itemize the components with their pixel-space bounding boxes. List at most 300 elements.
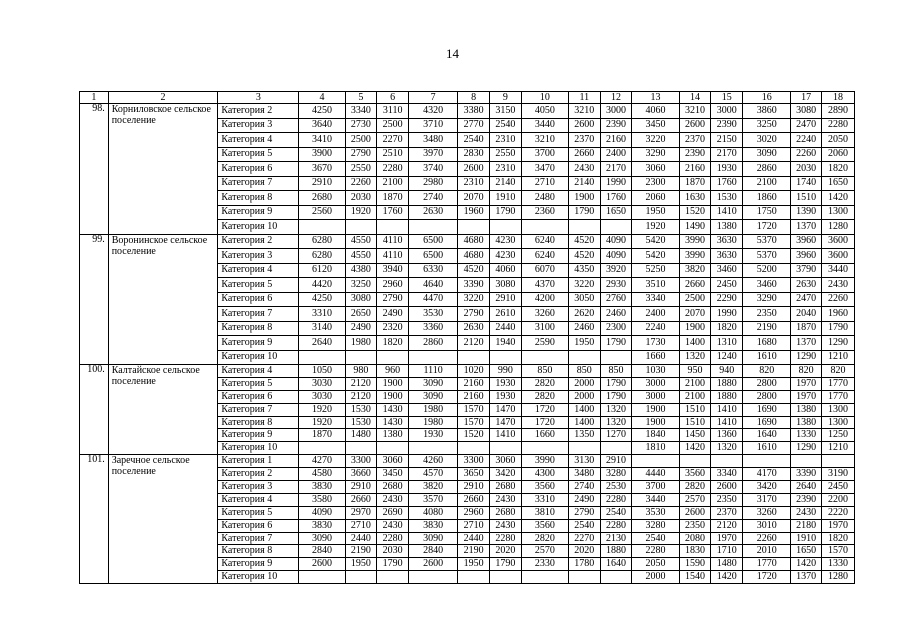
value-cell: 2630 [791, 278, 822, 293]
value-cell: 3990 [679, 234, 711, 249]
value-cell: 1050 [299, 365, 345, 378]
value-cell: 5250 [632, 263, 679, 278]
value-cell: 3700 [632, 481, 679, 494]
value-cell: 2570 [521, 545, 568, 558]
value-cell: 2540 [632, 532, 679, 545]
value-cell: 4230 [490, 249, 522, 264]
value-cell: 2300 [632, 176, 679, 191]
value-cell: 1880 [711, 390, 743, 403]
value-cell: 2770 [458, 118, 490, 133]
value-cell: 4060 [490, 263, 522, 278]
value-cell: 3020 [743, 133, 791, 148]
value-cell: 3390 [458, 278, 490, 293]
value-cell: 5420 [632, 249, 679, 264]
value-cell: 1790 [600, 336, 632, 351]
value-cell: 1450 [679, 429, 711, 442]
value-cell: 6240 [521, 234, 568, 249]
value-cell: 3580 [299, 493, 345, 506]
value-cell: 940 [711, 365, 743, 378]
value-cell: 1380 [791, 416, 822, 429]
value-cell: 2500 [377, 118, 409, 133]
category-cell: Категория 10 [218, 220, 299, 235]
value-cell: 820 [822, 365, 855, 378]
value-cell: 3440 [632, 493, 679, 506]
value-cell: 2280 [490, 532, 522, 545]
value-cell: 2120 [345, 390, 377, 403]
value-cell: 3470 [521, 162, 568, 177]
value-cell: 1930 [490, 390, 522, 403]
value-cell [521, 442, 568, 455]
value-cell: 1650 [822, 176, 855, 191]
value-cell: 2890 [822, 104, 855, 119]
category-cell: Категория 10 [218, 442, 299, 455]
value-cell: 2020 [490, 545, 522, 558]
value-cell: 2500 [345, 133, 377, 148]
value-cell: 1720 [521, 416, 568, 429]
value-cell: 2600 [409, 558, 458, 571]
value-cell: 2440 [458, 532, 490, 545]
value-cell: 2350 [743, 307, 791, 322]
value-cell: 2590 [521, 336, 568, 351]
value-cell: 3150 [490, 104, 522, 119]
value-cell [409, 571, 458, 584]
category-cell: Категория 4 [218, 365, 299, 378]
value-cell: 3830 [299, 481, 345, 494]
value-cell [490, 220, 522, 235]
value-cell: 4370 [521, 278, 568, 293]
value-cell: 3100 [521, 321, 568, 336]
value-cell: 4110 [377, 249, 409, 264]
value-cell: 1780 [568, 558, 600, 571]
value-cell: 3080 [490, 278, 522, 293]
value-cell: 2620 [568, 307, 600, 322]
value-cell: 2540 [490, 118, 522, 133]
value-cell [299, 220, 345, 235]
value-cell: 2260 [345, 176, 377, 191]
value-cell: 2170 [711, 147, 743, 162]
value-cell: 990 [490, 365, 522, 378]
value-cell: 3170 [743, 493, 791, 506]
settlement-block [80, 455, 855, 584]
column-header: 18 [822, 92, 855, 104]
value-cell: 2760 [600, 292, 632, 307]
value-cell: 1790 [600, 377, 632, 390]
value-cell: 2260 [791, 147, 822, 162]
value-cell: 1510 [679, 416, 711, 429]
value-cell: 1570 [458, 403, 490, 416]
category-cell: Категория 8 [218, 321, 299, 336]
value-cell: 4050 [521, 104, 568, 119]
value-cell: 1570 [458, 416, 490, 429]
category-cell: Категория 5 [218, 147, 299, 162]
column-header: 2 [108, 92, 218, 104]
column-header: 17 [791, 92, 822, 104]
value-cell: 2220 [822, 506, 855, 519]
value-cell: 3310 [521, 493, 568, 506]
category-cell: Категория 5 [218, 377, 299, 390]
value-cell: 2050 [632, 558, 679, 571]
value-cell: 3810 [521, 506, 568, 519]
value-cell: 960 [377, 365, 409, 378]
category-cell: Категория 8 [218, 545, 299, 558]
value-cell: 2140 [568, 176, 600, 191]
value-cell: 3710 [409, 118, 458, 133]
value-cell: 3090 [409, 390, 458, 403]
value-cell: 3820 [679, 263, 711, 278]
value-cell: 1240 [711, 350, 743, 365]
value-cell: 3300 [458, 455, 490, 468]
value-cell: 1300 [822, 416, 855, 429]
value-cell: 3830 [299, 519, 345, 532]
value-cell: 1950 [458, 558, 490, 571]
category-cell: Категория 4 [218, 263, 299, 278]
value-cell: 4250 [299, 292, 345, 307]
value-cell: 2540 [568, 519, 600, 532]
value-cell: 2100 [377, 176, 409, 191]
value-cell: 1950 [632, 205, 679, 220]
value-cell [521, 220, 568, 235]
value-cell: 2430 [822, 278, 855, 293]
value-cell: 2460 [600, 307, 632, 322]
value-cell: 1760 [711, 176, 743, 191]
value-cell: 1690 [743, 416, 791, 429]
value-cell: 1210 [822, 442, 855, 455]
value-cell: 1570 [822, 545, 855, 558]
table-row [80, 365, 855, 378]
value-cell [345, 442, 377, 455]
value-cell: 1510 [791, 191, 822, 206]
value-cell: 2660 [679, 278, 711, 293]
settlement-name: Заречное сельское поселение [108, 455, 218, 584]
value-cell: 3260 [521, 307, 568, 322]
value-cell: 2490 [345, 321, 377, 336]
value-cell: 1900 [377, 377, 409, 390]
value-cell: 2460 [568, 321, 600, 336]
value-cell: 1980 [409, 403, 458, 416]
value-cell: 1970 [822, 519, 855, 532]
value-cell: 1940 [490, 336, 522, 351]
value-cell: 2060 [822, 147, 855, 162]
value-cell: 3060 [490, 455, 522, 468]
value-cell: 2800 [743, 390, 791, 403]
value-cell: 3600 [822, 249, 855, 264]
value-cell: 1710 [711, 545, 743, 558]
value-cell: 2450 [711, 278, 743, 293]
value-cell: 2120 [458, 336, 490, 351]
value-cell: 3030 [299, 390, 345, 403]
value-cell: 3970 [409, 147, 458, 162]
category-cell: Категория 8 [218, 191, 299, 206]
value-cell: 1960 [822, 307, 855, 322]
value-cell: 1870 [679, 176, 711, 191]
value-cell: 2910 [490, 292, 522, 307]
value-cell: 1910 [791, 532, 822, 545]
value-cell: 2390 [600, 118, 632, 133]
value-cell: 3220 [632, 133, 679, 148]
value-cell: 1410 [711, 403, 743, 416]
value-cell: 2100 [679, 377, 711, 390]
value-cell: 4270 [299, 455, 345, 468]
value-cell [490, 442, 522, 455]
value-cell: 1520 [679, 205, 711, 220]
value-cell: 4550 [345, 249, 377, 264]
value-cell: 2600 [679, 506, 711, 519]
value-cell: 2430 [791, 506, 822, 519]
value-cell: 1530 [345, 403, 377, 416]
settlement-index: 98. [80, 104, 109, 235]
value-cell: 2450 [822, 481, 855, 494]
value-cell: 1750 [743, 205, 791, 220]
value-cell: 2270 [568, 532, 600, 545]
value-cell [458, 571, 490, 584]
value-cell: 3630 [711, 249, 743, 264]
value-cell: 1290 [791, 442, 822, 455]
value-cell: 3030 [299, 377, 345, 390]
value-cell: 3820 [409, 481, 458, 494]
value-cell: 3280 [632, 519, 679, 532]
value-cell: 1870 [299, 429, 345, 442]
value-cell: 950 [679, 365, 711, 378]
value-cell: 2660 [345, 493, 377, 506]
value-cell: 3280 [600, 468, 632, 481]
category-cell: Категория 7 [218, 532, 299, 545]
value-cell: 2820 [521, 390, 568, 403]
value-cell: 4320 [409, 104, 458, 119]
value-cell: 2630 [409, 205, 458, 220]
value-cell: 3480 [568, 468, 600, 481]
category-cell: Категория 6 [218, 292, 299, 307]
value-cell: 3420 [743, 481, 791, 494]
settlement-index: 101. [80, 455, 109, 584]
value-cell: 2660 [568, 147, 600, 162]
value-cell [409, 350, 458, 365]
value-cell: 1790 [600, 390, 632, 403]
value-cell [490, 571, 522, 584]
value-cell: 6280 [299, 249, 345, 264]
value-cell: 1980 [409, 416, 458, 429]
value-cell: 4170 [743, 468, 791, 481]
value-cell: 2470 [791, 292, 822, 307]
value-cell: 3090 [743, 147, 791, 162]
column-header: 9 [490, 92, 522, 104]
value-cell: 1810 [632, 442, 679, 455]
value-cell: 3640 [299, 118, 345, 133]
value-cell [600, 220, 632, 235]
value-cell: 1420 [822, 191, 855, 206]
value-cell: 2500 [679, 292, 711, 307]
column-header: 6 [377, 92, 409, 104]
column-header: 4 [299, 92, 345, 104]
value-cell: 1320 [711, 442, 743, 455]
value-cell: 1330 [822, 558, 855, 571]
header-row [80, 92, 855, 104]
value-cell: 2360 [521, 205, 568, 220]
value-cell: 1400 [568, 416, 600, 429]
value-cell: 1420 [711, 571, 743, 584]
value-cell: 3420 [490, 468, 522, 481]
value-cell: 3210 [521, 133, 568, 148]
value-cell: 2330 [521, 558, 568, 571]
value-cell: 1430 [377, 416, 409, 429]
value-cell: 1420 [679, 442, 711, 455]
value-cell: 6500 [409, 234, 458, 249]
value-cell: 3220 [568, 278, 600, 293]
value-cell: 2370 [679, 133, 711, 148]
value-cell: 1590 [679, 558, 711, 571]
value-cell: 2680 [490, 481, 522, 494]
value-cell: 1880 [600, 545, 632, 558]
value-cell [568, 220, 600, 235]
value-cell: 1400 [568, 403, 600, 416]
value-cell: 2510 [377, 147, 409, 162]
value-cell: 3290 [632, 147, 679, 162]
value-cell: 2180 [791, 519, 822, 532]
value-cell: 1380 [791, 403, 822, 416]
value-cell: 4090 [600, 249, 632, 264]
value-cell [600, 350, 632, 365]
value-cell: 5370 [743, 234, 791, 249]
tariff-table [79, 91, 855, 584]
value-cell: 3310 [299, 307, 345, 322]
value-cell: 3920 [600, 263, 632, 278]
category-cell: Категория 2 [218, 104, 299, 119]
value-cell: 2400 [600, 147, 632, 162]
value-cell: 2100 [743, 176, 791, 191]
value-cell: 3900 [299, 147, 345, 162]
value-cell: 2600 [711, 481, 743, 494]
value-cell: 1910 [490, 191, 522, 206]
value-cell: 3940 [377, 263, 409, 278]
value-cell: 3300 [345, 455, 377, 468]
value-cell: 1510 [679, 403, 711, 416]
value-cell: 1320 [679, 350, 711, 365]
value-cell: 1270 [600, 429, 632, 442]
value-cell: 3060 [632, 162, 679, 177]
settlement-index: 100. [80, 365, 109, 455]
value-cell: 3450 [377, 468, 409, 481]
table-row [80, 455, 855, 468]
settlement-name: Корниловское сельское поселение [108, 104, 218, 235]
value-cell: 1300 [822, 403, 855, 416]
value-cell: 3260 [743, 506, 791, 519]
value-cell: 1250 [822, 429, 855, 442]
value-cell: 3560 [521, 519, 568, 532]
value-cell: 1370 [791, 220, 822, 235]
value-cell: 2610 [490, 307, 522, 322]
value-cell: 850 [600, 365, 632, 378]
value-cell: 1860 [743, 191, 791, 206]
value-cell: 2600 [568, 118, 600, 133]
settlement-name: Воронинское сельское поселение [108, 234, 218, 365]
value-cell: 2160 [458, 390, 490, 403]
table-row [80, 234, 855, 249]
value-cell: 2430 [568, 162, 600, 177]
value-cell: 3210 [679, 104, 711, 119]
value-cell: 2000 [568, 377, 600, 390]
value-cell [345, 220, 377, 235]
value-cell: 4440 [632, 468, 679, 481]
value-cell [568, 442, 600, 455]
value-cell: 2150 [711, 133, 743, 148]
value-cell [458, 442, 490, 455]
value-cell: 3960 [791, 249, 822, 264]
value-cell: 1610 [743, 350, 791, 365]
value-cell: 6240 [521, 249, 568, 264]
value-cell: 4470 [409, 292, 458, 307]
value-cell: 1350 [568, 429, 600, 442]
category-cell: Категория 2 [218, 468, 299, 481]
value-cell: 2820 [521, 377, 568, 390]
value-cell: 2430 [377, 519, 409, 532]
value-cell: 2600 [299, 558, 345, 571]
value-cell: 3740 [409, 162, 458, 177]
value-cell: 2740 [409, 191, 458, 206]
value-cell: 2280 [632, 545, 679, 558]
column-header: 7 [409, 92, 458, 104]
value-cell: 4550 [345, 234, 377, 249]
column-header: 11 [568, 92, 600, 104]
value-cell: 2560 [299, 205, 345, 220]
value-cell: 2490 [377, 307, 409, 322]
value-cell: 4250 [299, 104, 345, 119]
value-cell: 1880 [711, 377, 743, 390]
value-cell: 2260 [822, 292, 855, 307]
value-cell: 2050 [822, 133, 855, 148]
category-cell: Категория 7 [218, 403, 299, 416]
value-cell: 4300 [521, 468, 568, 481]
value-cell: 1410 [711, 416, 743, 429]
value-cell: 2550 [490, 147, 522, 162]
value-cell: 1790 [568, 205, 600, 220]
category-cell: Категория 9 [218, 336, 299, 351]
value-cell: 3560 [521, 481, 568, 494]
value-cell: 2540 [600, 506, 632, 519]
value-cell: 3360 [409, 321, 458, 336]
value-cell: 4520 [568, 234, 600, 249]
value-cell: 4200 [521, 292, 568, 307]
value-cell: 3290 [743, 292, 791, 307]
value-cell: 1690 [743, 403, 791, 416]
value-cell: 2160 [600, 133, 632, 148]
value-cell: 2910 [299, 176, 345, 191]
value-cell: 2170 [600, 162, 632, 177]
value-cell [679, 455, 711, 468]
value-cell: 1470 [490, 403, 522, 416]
value-cell: 1760 [600, 191, 632, 206]
value-cell: 1410 [711, 205, 743, 220]
value-cell: 1820 [711, 321, 743, 336]
column-header: 14 [679, 92, 711, 104]
value-cell: 1310 [711, 336, 743, 351]
value-cell: 2600 [679, 118, 711, 133]
value-cell: 2030 [377, 545, 409, 558]
value-cell: 2060 [632, 191, 679, 206]
category-cell: Категория 1 [218, 455, 299, 468]
value-cell: 2020 [568, 545, 600, 558]
value-cell: 2910 [600, 455, 632, 468]
value-cell: 1680 [743, 336, 791, 351]
column-header: 15 [711, 92, 743, 104]
value-cell: 1790 [490, 558, 522, 571]
value-cell: 1480 [345, 429, 377, 442]
value-cell: 2280 [600, 493, 632, 506]
value-cell: 4110 [377, 234, 409, 249]
value-cell: 1380 [711, 220, 743, 235]
value-cell: 2530 [600, 481, 632, 494]
value-cell: 1020 [458, 365, 490, 378]
value-cell: 3060 [377, 455, 409, 468]
value-cell: 2300 [600, 321, 632, 336]
